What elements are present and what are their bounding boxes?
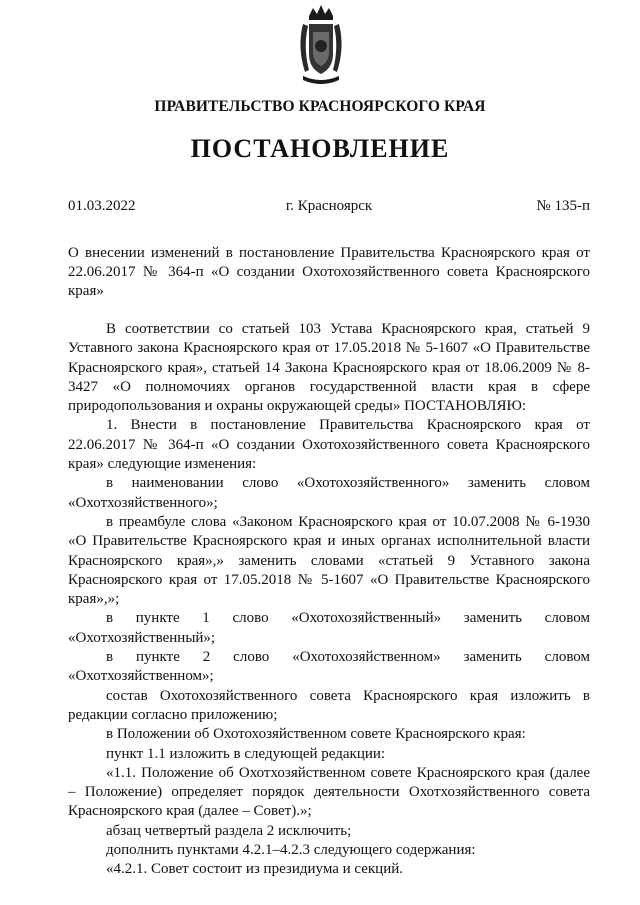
paragraph: в наименовании слово «Охотохозяйственного» заменить словом «Охотхозяйственного»; (68, 475, 590, 511)
document-type-title: ПОСТАНОВЛЕНИЕ (190, 134, 450, 163)
coat-of-arms-icon (295, 2, 347, 88)
document-body (68, 320, 590, 880)
document-city: г. Красноярск (285, 198, 373, 214)
paragraph: абзац четвертый раздела 2 исключить; (106, 822, 352, 839)
paragraph-preamble: В соответствии со статьей 103 Устава Красноярского края, статьей 9 Уставного закона Красноярского края от 17.05.2018 № 5-1607 «О Правительстве Красноярского края», статьей 14 Закона Красноярского края от 18.06.2009 № 8-3427 «О полномочиях органов государственной власти края в сфере природопользования и охраны окружающей среды» ПОСТАНОВЛЯЮ: (68, 321, 590, 415)
paragraph: в пункте 1 слово «Охотохозяйственный» заменить словом «Охотхозяйственный»; (68, 610, 590, 646)
paragraph: дополнить пунктами 4.2.1–4.2.3 следующего содержания: (106, 842, 476, 859)
paragraph: в преамбуле слова «Законом Красноярского края от 10.07.2008 № 6-1930 «О Правительстве Красноярского края и иных органах исполнительной власти Красноярского края»,» заменить словами «статьей 9 Уставного закона Красноярского края от 17.05.2018 № 5-1607 «О Правительстве Красноярского края»,»; (68, 513, 590, 608)
document-date: 01.03.2022 (68, 198, 136, 214)
paragraph: в пункте 2 слово «Охотохозяйственном» заменить словом «Охотхозяйственном»; (68, 649, 590, 685)
paragraph: «4.2.1. Совет состоит из президиума и секций. (106, 861, 404, 878)
paragraph: пункт 1.1 изложить в следующей редакции: (106, 745, 386, 762)
paragraph: «1.1. Положение об Охотхозяйственном совете Красноярского края (далее – Положение) определяет порядок деятельности Охотхозяйственного совета Красноярского края (далее – Совет).»; (68, 764, 590, 820)
paragraph: состав Охотохозяйственного совета Красноярского края изложить в редакции согласно приложению; (68, 687, 590, 723)
organization-title: ПРАВИТЕЛЬСТВО КРАСНОЯРСКОГО КРАЯ (154, 98, 486, 115)
paragraph: в Положении об Охотохозяйственном совете Красноярского края: (106, 726, 526, 743)
paragraph-item-1: 1. Внести в постановление Правительства Красноярского края от 22.06.2017 № 364-п «О создании Охотохозяйственного совета Красноярского края» следующие изменения: (68, 417, 590, 473)
document-subject: О внесении изменений в постановление Правительства Красноярского края от 22.06.2017 № 364-п «О создании Охотохозяйственного совета Красноярского края» (68, 245, 590, 299)
document-meta (68, 198, 590, 218)
document-number: № 135-п (536, 198, 590, 214)
